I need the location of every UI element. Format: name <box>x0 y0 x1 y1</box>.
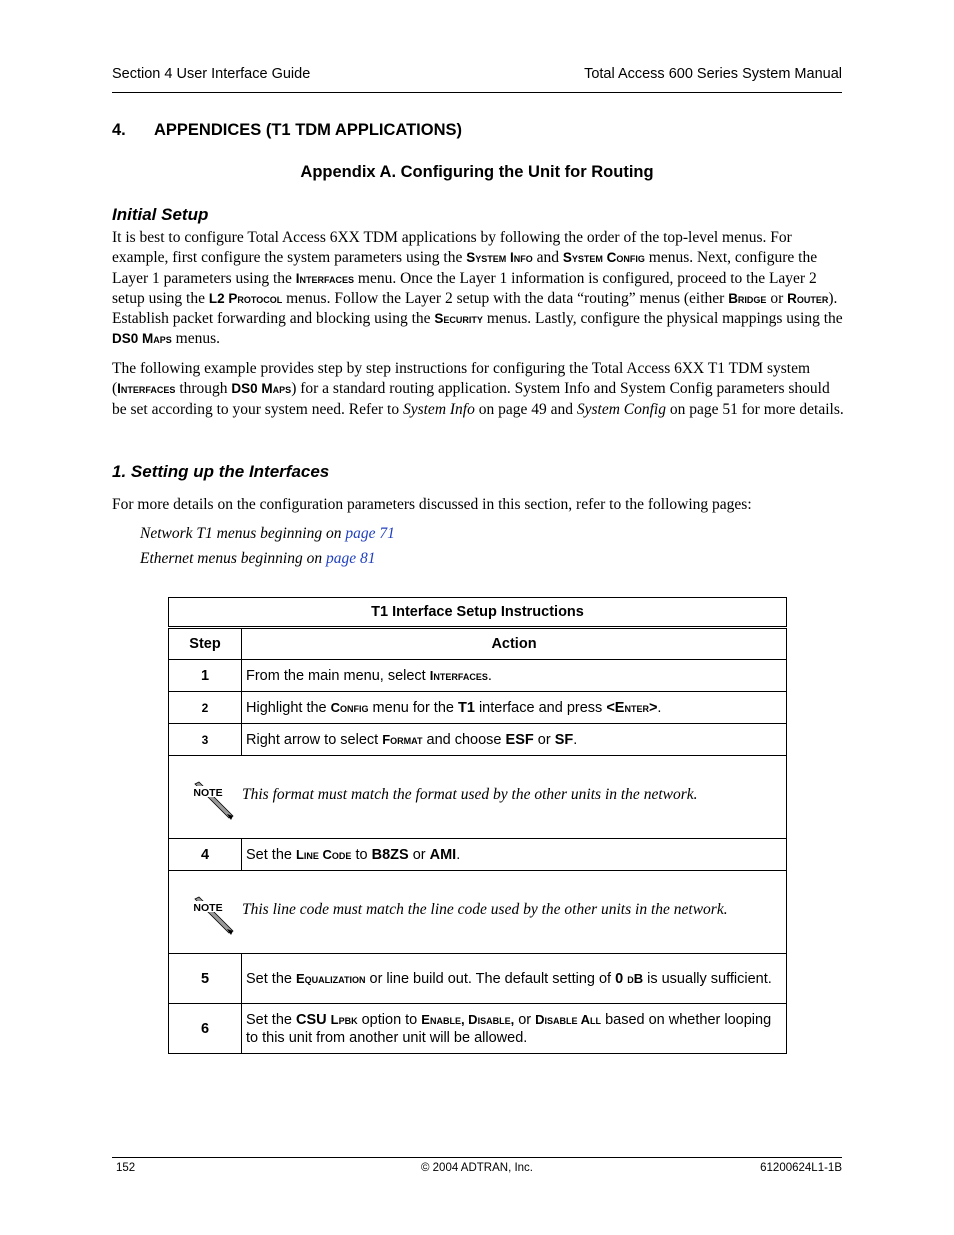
page-number: 152 <box>116 1162 136 1174</box>
note-text: This format must match the format used by the other units in the network. <box>242 786 698 803</box>
reference-network-t1: Network T1 menus beginning on page 71 <box>140 525 395 542</box>
column-header-step: Step <box>169 628 242 660</box>
t1-setup-table <box>168 597 787 1054</box>
link-page-71[interactable]: page 71 <box>345 525 395 542</box>
action-cell: Right arrow to select Format and choose ESF or SF. <box>242 724 787 756</box>
svg-text:NOTE: NOTE <box>193 902 223 914</box>
header-manual-title: Total Access 600 Series System Manual <box>584 66 842 82</box>
page-footer <box>112 1157 842 1179</box>
note-icon <box>191 776 235 820</box>
page-header <box>112 66 842 93</box>
table-row: 6 Set the CSU Lpbk option to Enable, Disable, or Disable All based on whether looping to this unit from another unit will be allowed. <box>169 1004 787 1054</box>
note-row <box>169 871 787 954</box>
table-row: 5 Set the Equalization or line build out. The default setting of 0 dB is usually sufficient. <box>169 954 787 1004</box>
action-cell: Set the CSU Lpbk option to Enable, Disable, or Disable All based on whether looping to this unit from another unit will be allowed. <box>242 1004 787 1054</box>
initial-setup-heading: Initial Setup <box>112 205 209 224</box>
copyright: © 2004 ADTRAN, Inc. <box>420 1162 534 1174</box>
table-row: 1 From the main menu, select Interfaces. <box>169 660 787 692</box>
action-cell: Highlight the Config menu for the T1 interface and press <Enter>. <box>242 692 787 724</box>
interfaces-intro: For more details on the configuration parameters discussed in this section, refer to the following pages: <box>112 496 752 513</box>
section-number: 4. <box>112 121 126 139</box>
svg-text:NOTE: NOTE <box>193 787 223 799</box>
table-row: 2 Highlight the Config menu for the T1 interface and press <Enter>. <box>169 692 787 724</box>
section-title: APPENDICES (T1 TDM APPLICATIONS) <box>154 121 463 139</box>
section-heading <box>112 121 462 140</box>
note-row <box>169 756 787 839</box>
note-icon <box>191 891 235 935</box>
appendix-title: Appendix A. Configuring the Unit for Routing <box>300 163 654 181</box>
note-text: This line code must match the line code used by the other units in the network. <box>242 901 728 918</box>
action-cell: Set the Equalization or line build out. The default setting of 0 dB is usually sufficient. <box>242 954 787 1004</box>
table-row: 4 Set the Line Code to B8ZS or AMI. <box>169 839 787 871</box>
link-page-81[interactable]: page 81 <box>325 550 376 567</box>
table-row: 3 Right arrow to select Format and choose ESF or SF. <box>169 724 787 756</box>
header-section: Section 4 User Interface Guide <box>112 66 311 82</box>
table-title: T1 Interface Setup Instructions <box>169 598 787 628</box>
interfaces-heading: 1. Setting up the Interfaces <box>112 462 330 481</box>
document-number: 61200624L1-1B <box>760 1162 842 1174</box>
column-header-action: Action <box>242 628 787 660</box>
initial-setup-paragraph-2: The following example provides step by step instructions for configuring the Total Access 6XX T1 TDM system (Interfaces through DS0 Maps) for a standard routing application. System Info and System Config parameters should be set according to your system need. Refer to System Info on page 49 and System Config on page 51 for more details. <box>112 360 844 418</box>
initial-setup-paragraph-1: It is best to configure Total Access 6XX TDM applications by following the order of the top-level menus. For example, first configure the system parameters using the System Info and System Config menus. Next, configure the Layer 1 parameters using the Interfaces menu. Once the Layer 1 information is configured, proceed to the Layer 2 setup using the L2 Protocol menus. Follow the Layer 2 setup with the data “routing” menus (either Bridge or Router). Establish packet forwarding and blocking using the Security menus. Lastly, configure the physical mappings using the DS0 Maps menus. <box>112 229 843 348</box>
action-cell: From the main menu, select Interfaces. <box>242 660 787 692</box>
reference-ethernet: Ethernet menus beginning on page 81 <box>140 550 376 567</box>
action-cell: Set the Line Code to B8ZS or AMI. <box>242 839 787 871</box>
